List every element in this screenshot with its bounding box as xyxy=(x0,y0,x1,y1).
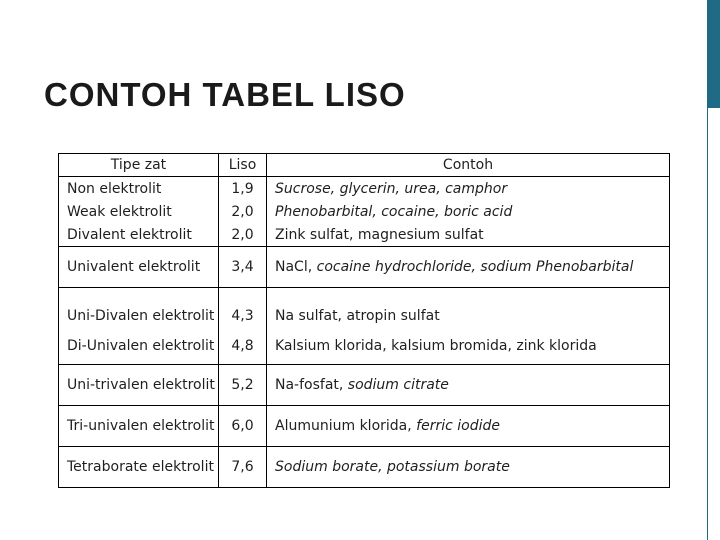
cell-tipe: Non elektrolit xyxy=(59,177,219,201)
contoh-italic: cocaine hydrochloride, sodium Phenobarbital xyxy=(316,259,634,275)
cell-tipe: Tetraborate elektrolit xyxy=(59,447,219,488)
cell-contoh xyxy=(267,447,670,488)
contoh-italic: Sucrose, glycerin, urea, camphor xyxy=(275,180,508,197)
table-row xyxy=(59,288,670,328)
liso-table xyxy=(58,153,670,488)
cell-liso: 4,3 xyxy=(219,288,267,328)
cell-liso: 2,0 xyxy=(219,223,267,247)
cell-contoh xyxy=(267,223,670,247)
cell-liso: 7,6 xyxy=(219,447,267,488)
header-contoh: Contoh xyxy=(267,154,670,177)
contoh-italic: Sodium borate, potassium borate xyxy=(275,459,510,475)
contoh-plain: Zink sulfat, magnesium sulfat xyxy=(275,226,484,243)
cell-contoh xyxy=(267,177,670,201)
cell-liso: 6,0 xyxy=(219,406,267,447)
contoh-plain: Alumunium klorida, xyxy=(275,418,417,434)
cell-contoh xyxy=(267,288,670,328)
table-row xyxy=(59,223,670,247)
contoh-italic: Phenobarbital, cocaine, boric acid xyxy=(275,203,513,220)
table-row xyxy=(59,177,670,201)
cell-contoh xyxy=(267,247,670,288)
cell-contoh xyxy=(267,327,670,365)
header-liso: Liso xyxy=(219,154,267,177)
cell-liso: 4,8 xyxy=(219,327,267,365)
cell-liso: 1,9 xyxy=(219,177,267,201)
table-row xyxy=(59,447,670,488)
table-row xyxy=(59,406,670,447)
contoh-italic: sodium citrate xyxy=(347,377,449,393)
table-row xyxy=(59,327,670,365)
contoh-plain: NaCl, xyxy=(275,259,317,275)
accent-line xyxy=(707,108,708,540)
cell-tipe: Di-Univalen elektrolit xyxy=(59,327,219,365)
cell-tipe: Weak elektrolit xyxy=(59,200,219,223)
contoh-plain: Kalsium klorida, kalsium bromida, zink klorida xyxy=(275,337,597,354)
cell-tipe: Uni-Divalen elektrolit xyxy=(59,288,219,328)
table-header-row xyxy=(59,154,670,177)
cell-liso: 5,2 xyxy=(219,365,267,406)
cell-contoh xyxy=(267,365,670,406)
cell-tipe: Divalent elektrolit xyxy=(59,223,219,247)
cell-tipe: Tri-univalen elektrolit xyxy=(59,406,219,447)
header-tipe-zat: Tipe zat xyxy=(59,154,219,177)
contoh-plain: Na-fosfat, xyxy=(275,377,348,393)
accent-bar xyxy=(707,0,720,108)
cell-liso: 3,4 xyxy=(219,247,267,288)
table-row xyxy=(59,365,670,406)
table-row xyxy=(59,200,670,223)
cell-liso: 2,0 xyxy=(219,200,267,223)
page-title: CONTOH TABEL LISO xyxy=(44,76,406,113)
cell-contoh xyxy=(267,200,670,223)
table-row xyxy=(59,247,670,288)
cell-tipe: Uni-trivalen elektrolit xyxy=(59,365,219,406)
contoh-italic: ferric iodide xyxy=(416,418,500,434)
cell-contoh xyxy=(267,406,670,447)
contoh-plain: Na sulfat, atropin sulfat xyxy=(275,308,440,324)
cell-tipe: Univalent elektrolit xyxy=(59,247,219,288)
